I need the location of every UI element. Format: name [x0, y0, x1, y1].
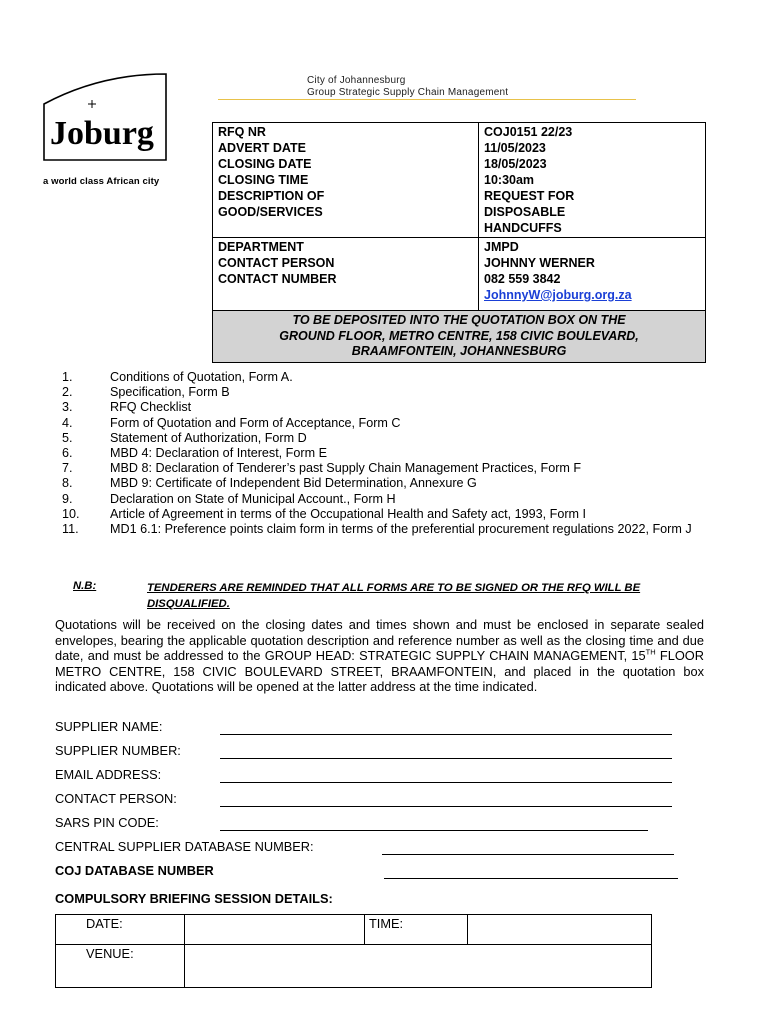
list-item [62, 476, 702, 491]
logo-wordmark: Joburg [50, 115, 154, 152]
central-supplier-db-field[interactable] [382, 843, 674, 855]
value-department: JMPD [484, 240, 519, 254]
list-item [62, 446, 702, 461]
list-item-number: 2. [62, 385, 73, 400]
label-contact-number: CONTACT NUMBER [218, 272, 337, 286]
list-item [62, 522, 702, 537]
list-item [62, 370, 702, 385]
list-item-text: Statement of Authorization, Form D [110, 430, 307, 445]
sars-pin-label: SARS PIN CODE: [55, 815, 159, 830]
briefing-venue-label: VENUE: [56, 945, 185, 988]
list-item-number: 3. [62, 400, 73, 415]
email-address-label: EMAIL ADDRESS: [55, 767, 162, 782]
deposit-notice-line-3: BRAAMFONTEIN, JOHANNESBURG [351, 344, 567, 358]
header-department: Group Strategic Supply Chain Management [307, 87, 509, 98]
contact-person-field[interactable] [220, 795, 672, 807]
value-description-3: HANDCUFFS [484, 221, 562, 235]
briefing-date-label: DATE: [56, 915, 185, 945]
briefing-date-value[interactable] [185, 915, 365, 945]
contact-info-values [479, 238, 706, 311]
deposit-notice-row [213, 311, 706, 363]
briefing-row-venue [56, 945, 652, 988]
label-description: DESCRIPTION OF [218, 189, 325, 203]
deposit-notice-line-2: GROUND FLOOR, METRO CENTRE, 158 CIVIC BOULEVARD, [279, 328, 639, 343]
header-organization: City of Johannesburg [307, 75, 406, 86]
nb-label: N.B: [73, 580, 97, 592]
logo-tagline: a world class African city [43, 176, 160, 187]
rfq-info-row [213, 123, 706, 238]
contact-person-label: CONTACT PERSON: [55, 791, 177, 806]
list-item [62, 492, 702, 507]
list-item [62, 400, 702, 415]
list-item [62, 416, 702, 431]
list-item-text: MBD 8: Declaration of Tenderer’s past Supply Chain Management Practices, Form F [110, 461, 582, 476]
header-divider [218, 99, 636, 100]
value-description-2: DISPOSABLE [484, 205, 566, 219]
list-item-number: 8. [62, 476, 73, 491]
sars-pin-field[interactable] [220, 819, 648, 831]
list-item-text: Declaration on State of Municipal Account., Form H [110, 491, 396, 506]
rfq-info-values [479, 123, 706, 238]
label-contact-person: CONTACT PERSON [218, 256, 335, 270]
list-item-text: MD1 6.1: Preference points claim form in terms of the preferential procurement regulations 2022, Form J [110, 522, 692, 537]
list-item-text: Conditions of Quotation, Form A. [110, 370, 293, 384]
list-item-number: 7. [62, 461, 73, 476]
briefing-venue-value[interactable] [185, 945, 652, 988]
label-rfq-nr: RFQ NR [218, 125, 266, 139]
instructions-part-2: FLOOR METRO CENTRE, 158 CIVIC BOULEVARD STREET, BRAAMFONTEIN, and placed in the quotation box indicated above. Quotations will be opened at the latter address at the time indicated. [55, 648, 704, 695]
coj-db-field[interactable] [384, 867, 678, 879]
list-item-text: RFQ Checklist [110, 400, 192, 415]
list-item-text: Specification, Form B [110, 385, 230, 400]
logo-emblem-icon [40, 72, 170, 190]
required-documents-list [62, 370, 702, 537]
value-contact-number: 082 559 3842 [484, 272, 561, 286]
list-item-number: 11. [62, 522, 79, 537]
value-rfq-nr: COJ0151 22/23 [484, 125, 573, 139]
email-address-field[interactable] [220, 771, 672, 783]
briefing-time-label: TIME: [364, 915, 467, 945]
list-item [62, 461, 702, 476]
value-contact-person: JOHNNY WERNER [484, 256, 595, 270]
list-item [62, 431, 702, 446]
deposit-notice [213, 311, 706, 363]
list-item-text: Form of Quotation and Form of Acceptance, Form C [110, 415, 401, 430]
list-item-text: MBD 4: Declaration of Interest, Form E [110, 446, 327, 461]
deposit-notice-line-1: TO BE DEPOSITED INTO THE QUOTATION BOX ON THE [292, 313, 626, 327]
label-closing-time: CLOSING TIME [218, 173, 309, 187]
list-item [62, 385, 702, 400]
nb-warning-text: TENDERERS ARE REMINDED THAT ALL FORMS ARE TO BE SIGNED OR THE RFQ WILL BE DISQUALIFIED. [147, 582, 641, 610]
list-item-number: 6. [62, 446, 73, 461]
list-item-number: 10. [62, 506, 80, 521]
coj-db-label: COJ DATABASE NUMBER [55, 863, 214, 878]
submission-instructions [55, 617, 704, 695]
contact-info-row [213, 238, 706, 311]
label-department: DEPARTMENT [218, 240, 304, 254]
central-supplier-db-label: CENTRAL SUPPLIER DATABASE NUMBER: [55, 839, 314, 854]
list-item-number: 9. [62, 491, 73, 506]
list-item-number: 1. [62, 370, 73, 384]
list-item-text: MBD 9: Certificate of Independent Bid Determination, Annexure G [110, 476, 477, 491]
contact-info-labels [213, 238, 479, 311]
label-goods-services: GOOD/SERVICES [218, 205, 323, 219]
joburg-logo [40, 72, 170, 190]
value-closing-time: 10:30am [484, 173, 535, 187]
briefing-table [55, 914, 652, 988]
rfq-info-table [212, 122, 706, 363]
list-item-number: 4. [62, 415, 73, 430]
supplier-number-label: SUPPLIER NUMBER: [55, 743, 181, 758]
briefing-time-value[interactable] [467, 915, 651, 945]
instructions-part-1: Quotations will be received on the closing dates and times shown and must be enclosed in separate sealed envelopes, bearing the applicable quotation description and reference number as well as the closing time and due date, and must be addressed to the GROUP HEAD: STRATEGIC SUPPLY CHAIN MANAGEMENT, 15 [55, 617, 704, 664]
label-advert-date: ADVERT DATE [218, 141, 306, 155]
supplier-name-field[interactable] [220, 723, 672, 735]
value-description-1: REQUEST FOR [484, 189, 575, 203]
list-item-number: 5. [62, 430, 73, 445]
supplier-name-label: SUPPLIER NAME: [55, 719, 163, 734]
briefing-row-date [56, 915, 652, 945]
instructions-superscript: TH [645, 647, 656, 657]
value-advert-date: 11/05/2023 [484, 141, 546, 155]
rfq-info-labels [213, 123, 479, 238]
contact-email-link[interactable]: JohnnyW@joburg.org.za [484, 288, 632, 302]
list-item-text: Article of Agreement in terms of the Occupational Health and Safety act, 1993, Form I [110, 506, 587, 521]
supplier-number-field[interactable] [220, 747, 672, 759]
list-item [62, 507, 702, 522]
value-closing-date: 18/05/2023 [484, 157, 547, 171]
briefing-title: COMPULSORY BRIEFING SESSION DETAILS: [55, 891, 333, 906]
label-closing-date: CLOSING DATE [218, 157, 312, 171]
